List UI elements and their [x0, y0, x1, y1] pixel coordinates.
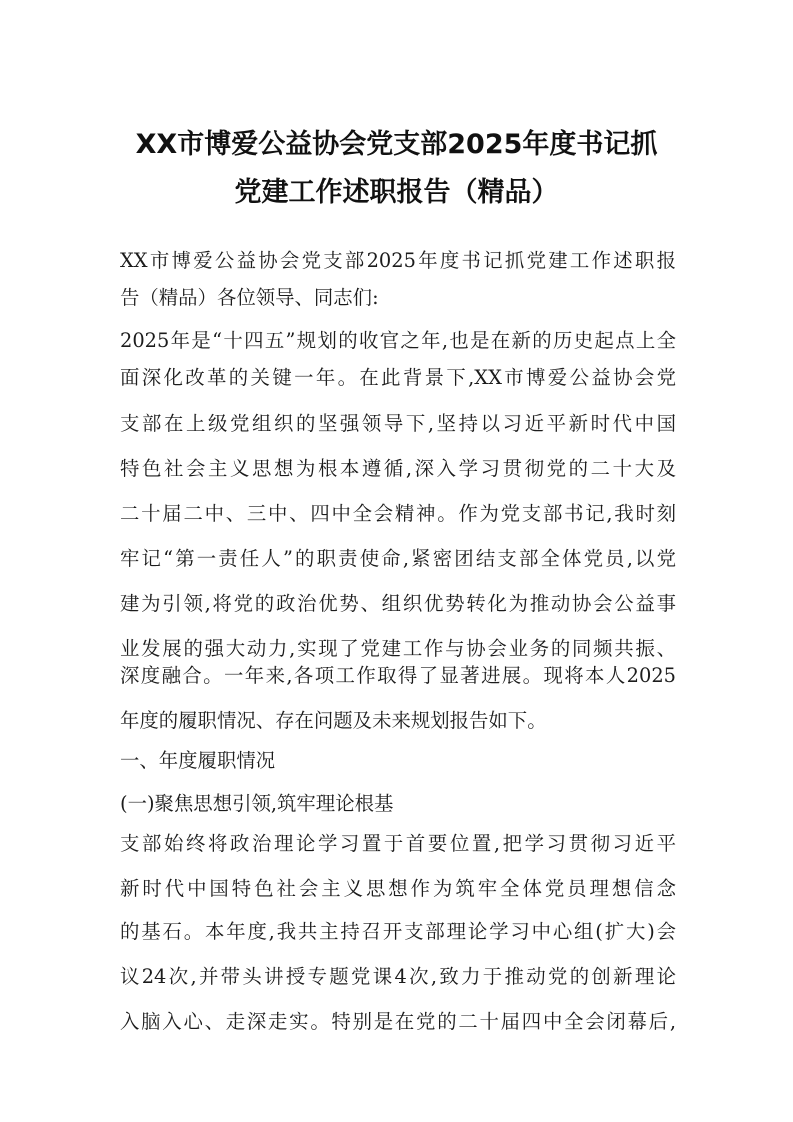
subsection-heading: (一)聚焦思想引领,筑牢理论根基 — [120, 792, 394, 815]
section-heading: 一、年度履职情况 — [120, 749, 276, 772]
paragraph-line: 面深化改革的关键一年。在此背景下,XX市博爱公益协会党 — [120, 366, 676, 389]
paragraph-line: 业发展的强大动力,实现了党建工作与协会业务的同频共振、 — [120, 637, 676, 660]
paragraph-line: XX市博爱公益协会党支部2025年度书记抓党建工作述职报 — [120, 249, 676, 272]
paragraph-line: 的基石。本年度,我共主持召开支部理论学习中心组(扩大)会 — [120, 920, 676, 943]
paragraph-line: 深度融合。一年来,各项工作取得了显著进展。现将本人2025 — [120, 664, 676, 687]
paragraph-line: 特色社会主义思想为根本遵循,深入学习贯彻党的二十大及 — [120, 457, 676, 480]
paragraph-line: 议24次,并带头讲授专题党课4次,致力于推动党的创新理论 — [120, 965, 676, 988]
paragraph-line: 告（精品）各位领导、同志们: — [120, 286, 379, 309]
paragraph-line: 二十届二中、三中、四中全会精神。作为党支部书记,我时刻 — [120, 502, 676, 525]
paragraph-line: 牢记“第一责任人”的职责使命,紧密团结支部全体党员,以党 — [120, 547, 676, 570]
document-title-line-2: 党建工作述职报告（精品） — [234, 177, 559, 208]
paragraph-line: 建为引领,将党的政治优势、组织优势转化为推动协会公益事 — [120, 592, 676, 615]
paragraph-line: 年度的履职情况、存在问题及未来规划报告如下。 — [120, 709, 547, 732]
paragraph-line: 新时代中国特色社会主义思想作为筑牢全体党员理想信念 — [120, 877, 676, 900]
document-title-line-1: XX市博爱公益协会党支部2025年度书记抓 — [135, 129, 658, 160]
paragraph-line: 支部始终将政治理论学习置于首要位置,把学习贯彻习近平 — [120, 832, 676, 855]
paragraph-line: 2025年是“十四五”规划的收官之年,也是在新的历史起点上全 — [120, 329, 676, 352]
paragraph-line: 入脑入心、走深走实。特别是在党的二十届四中全会闭幕后, — [120, 1010, 676, 1033]
paragraph-line: 支部在上级党组织的坚强领导下,坚持以习近平新时代中国 — [120, 412, 676, 435]
